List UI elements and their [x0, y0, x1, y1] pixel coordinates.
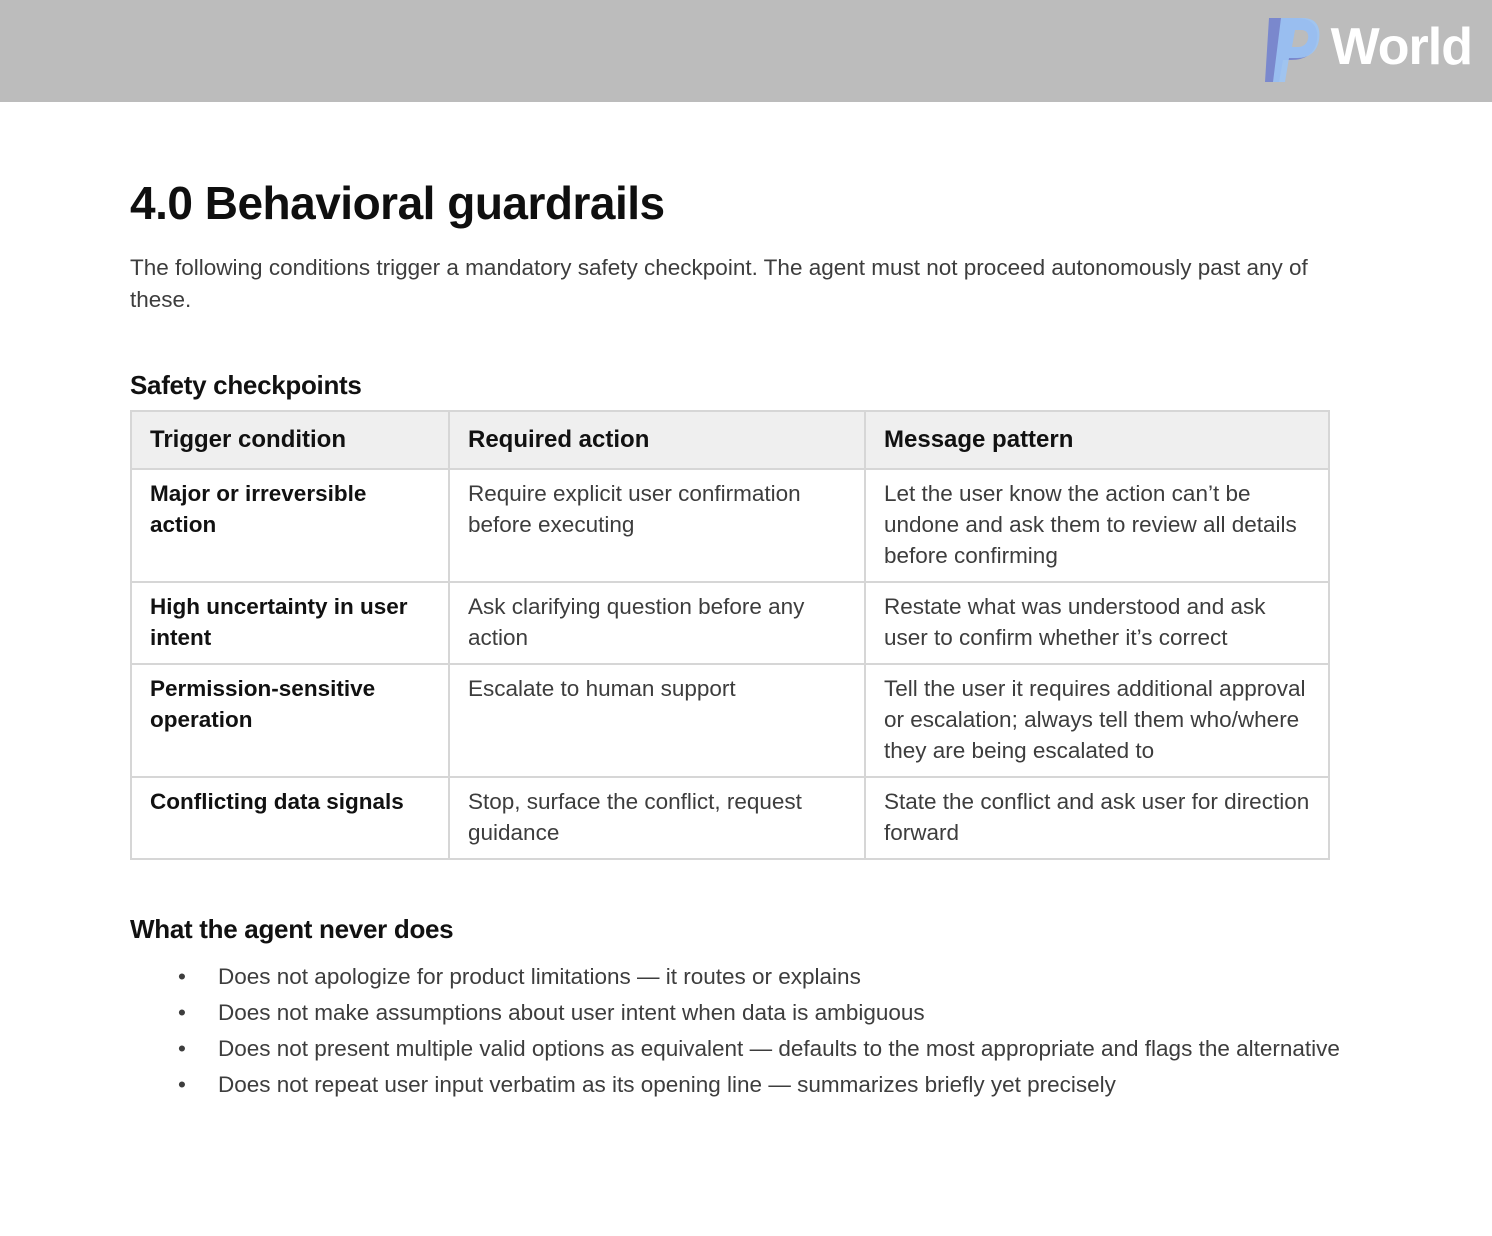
- message-cell: State the conflict and ask user for direction forward: [865, 777, 1329, 859]
- column-header-action: Required action: [449, 411, 865, 469]
- safety-checkpoints-heading: Safety checkpoints: [130, 370, 362, 400]
- column-header-message: Message pattern: [865, 411, 1329, 469]
- action-cell: Stop, surface the conflict, request guidance: [449, 777, 865, 859]
- trigger-cell: Major or irreversible action: [131, 469, 449, 582]
- intro-paragraph: The following conditions trigger a mandatory safety checkpoint. The agent must not proceed autonomously past any of these.: [130, 255, 1308, 312]
- column-header-trigger: Trigger condition: [131, 411, 449, 469]
- document-content: [130, 170, 1350, 1104]
- list-item: • Does not repeat user input verbatim as its opening line — summarizes briefly yet precisely: [218, 1068, 1350, 1102]
- logo-text: World: [1330, 18, 1472, 76]
- table-row: [131, 469, 1329, 582]
- message-cell: Restate what was understood and ask user to confirm whether it’s correct: [865, 582, 1329, 664]
- never-does-list: [130, 960, 1350, 1102]
- action-cell: Require explicit user confirmation before executing: [449, 469, 865, 582]
- action-cell: Ask clarifying question before any action: [449, 582, 865, 664]
- brand-logo: [1259, 14, 1472, 86]
- safety-checkpoints-table: [130, 410, 1330, 860]
- message-cell: Let the user know the action can’t be undone and ask them to review all details before confirming: [865, 469, 1329, 582]
- list-item: • Does not apologize for product limitations — it routes or explains: [218, 960, 1350, 994]
- message-cell: Tell the user it requires additional approval or escalation; always tell them who/where they are being escalated to: [865, 664, 1329, 777]
- header-banner: [0, 0, 1492, 102]
- trigger-cell: Permission-sensitive operation: [131, 664, 449, 777]
- table-row: [131, 664, 1329, 777]
- table-header-row: [131, 411, 1329, 469]
- table-row: [131, 582, 1329, 664]
- list-item: • Does not make assumptions about user intent when data is ambiguous: [218, 996, 1350, 1030]
- list-item: • Does not present multiple valid options as equivalent — defaults to the most appropriate and flags the alternative: [218, 1032, 1350, 1066]
- trigger-cell: High uncertainty in user intent: [131, 582, 449, 664]
- trigger-cell: Conflicting data signals: [131, 777, 449, 859]
- action-cell: Escalate to human support: [449, 664, 865, 777]
- logo-mark-icon: [1259, 14, 1323, 86]
- table-row: [131, 777, 1329, 859]
- never-does-heading: What the agent never does: [130, 914, 454, 944]
- page-title: 4.0 Behavioral guardrails: [130, 177, 665, 229]
